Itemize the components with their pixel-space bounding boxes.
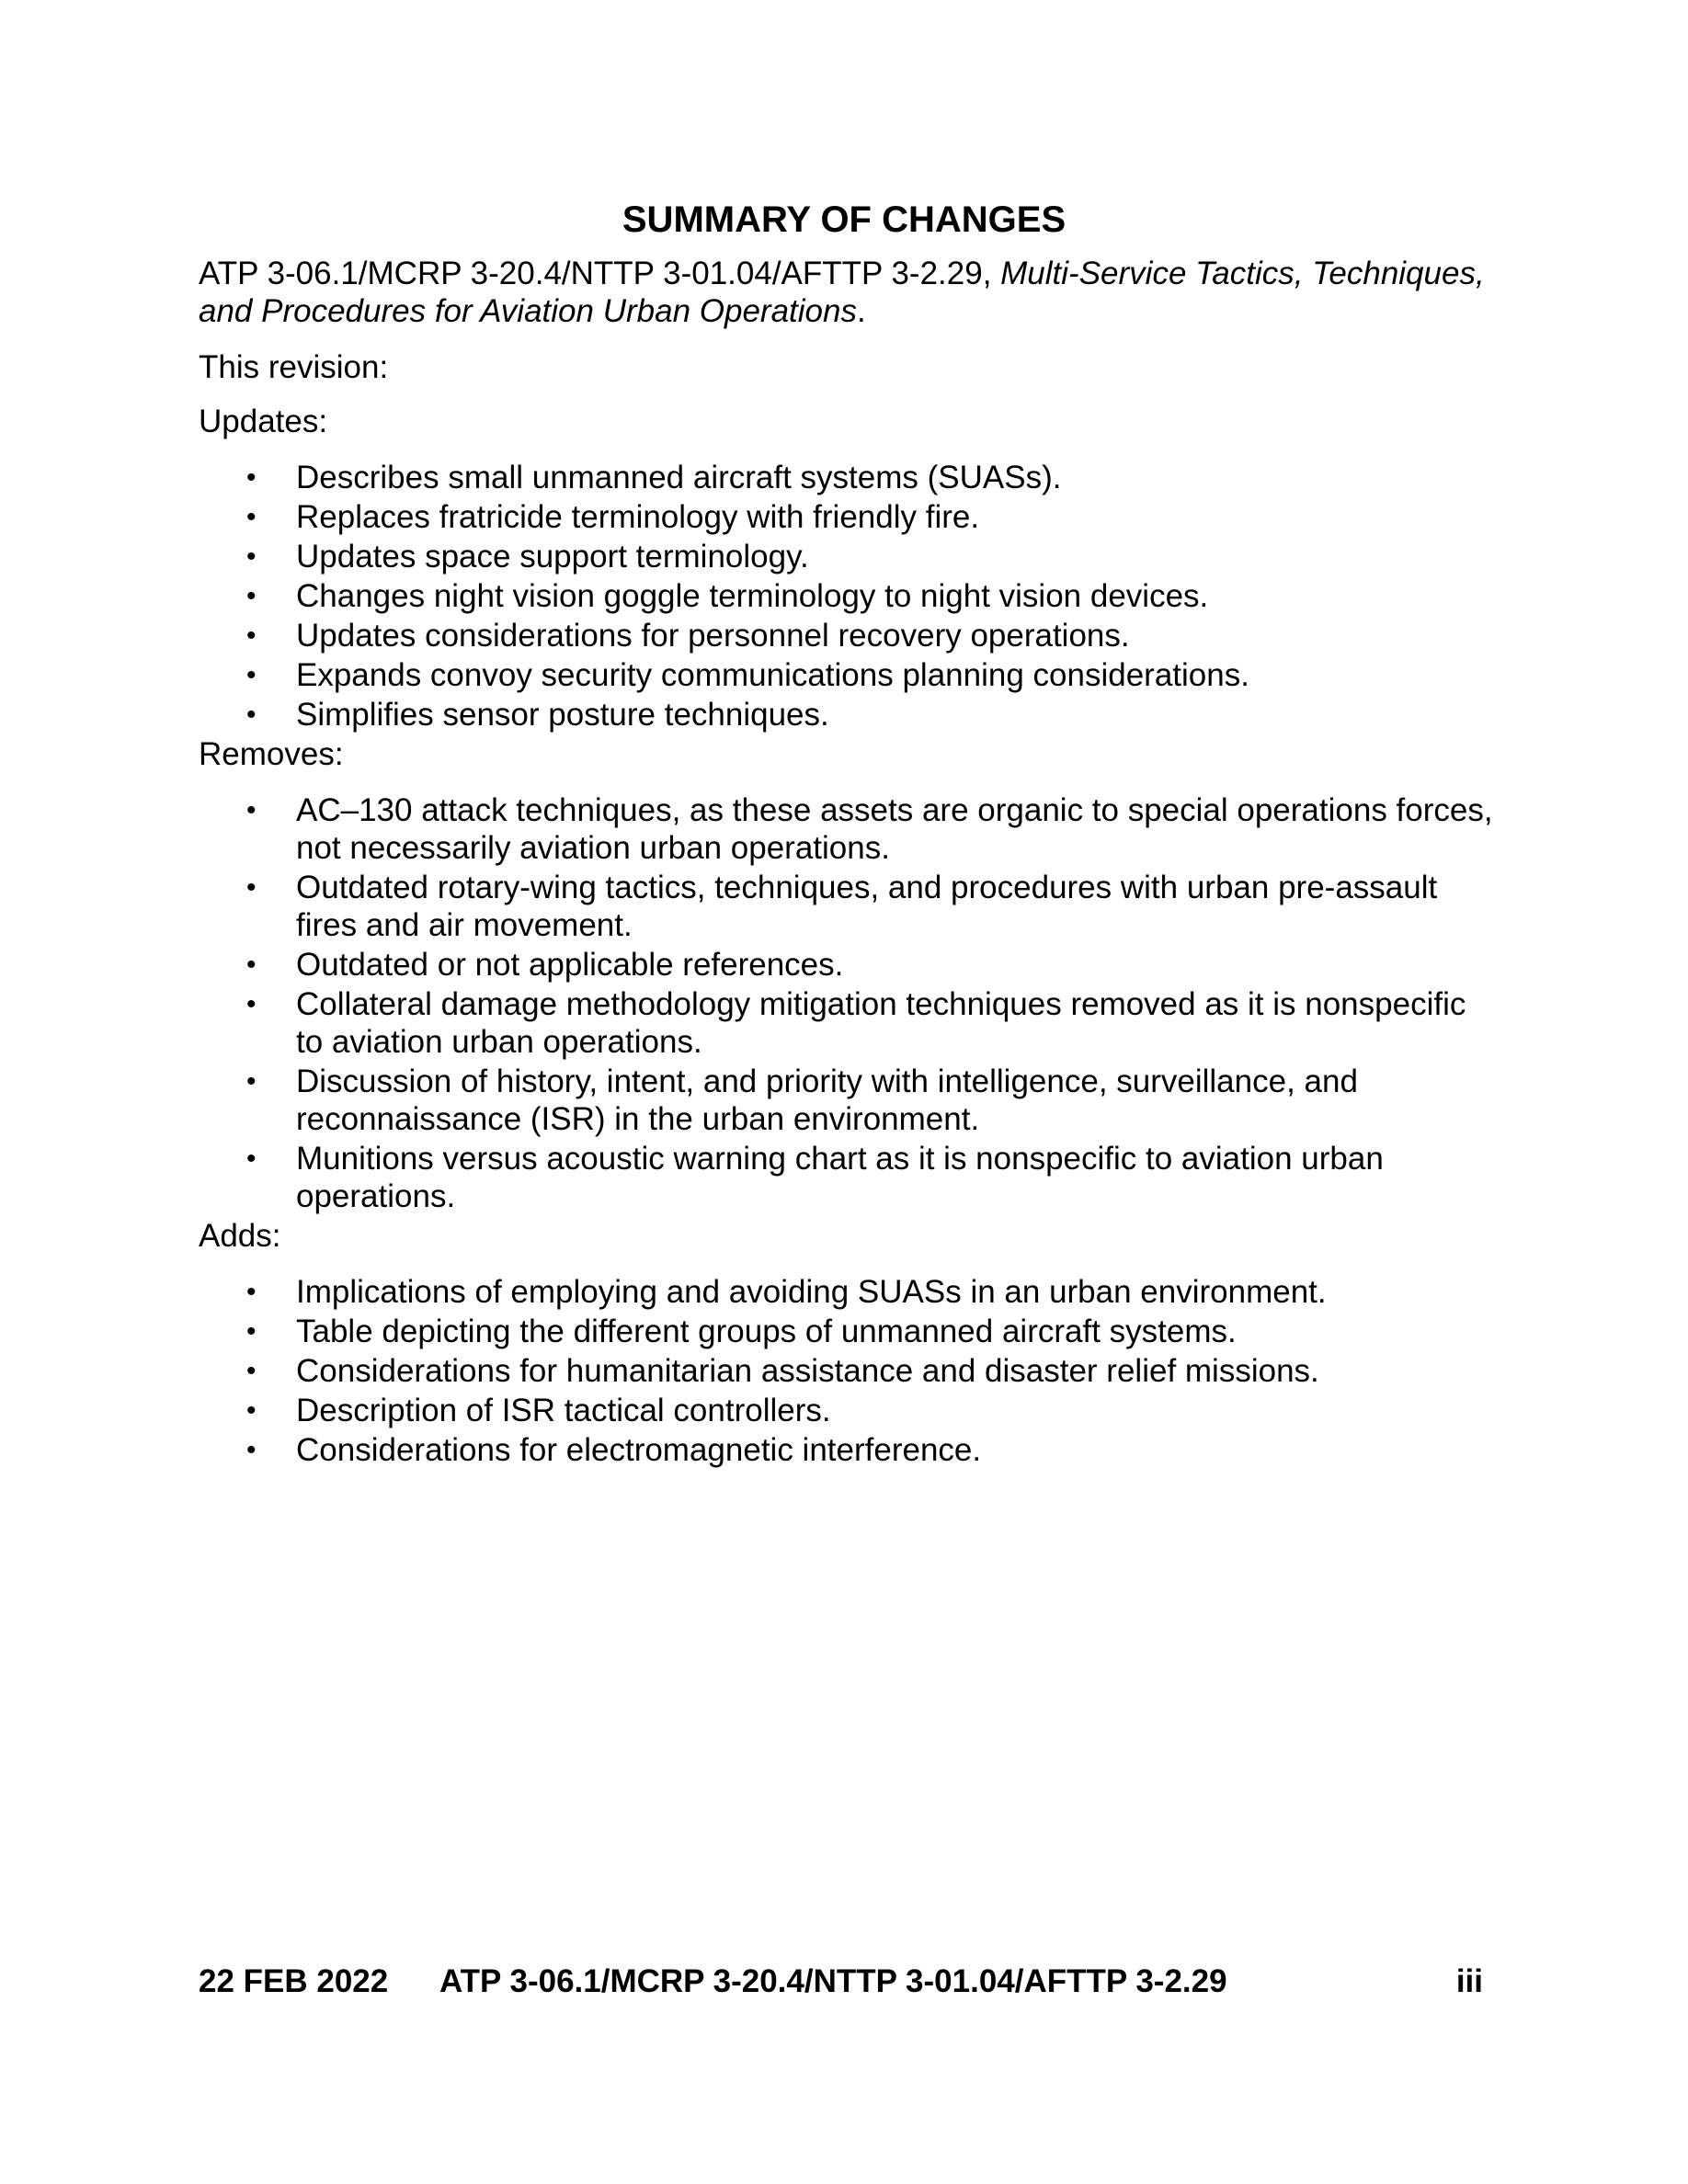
list-item bbox=[199, 1431, 1495, 1469]
list-item-text: Outdated or not applicable references. bbox=[296, 947, 844, 983]
bullet-icon: • bbox=[246, 541, 257, 572]
list-item-text: Table depicting the different groups of unmanned aircraft systems. bbox=[296, 1314, 1237, 1349]
list-item bbox=[199, 1140, 1495, 1215]
bullet-icon: • bbox=[246, 795, 257, 825]
list-item bbox=[199, 869, 1495, 944]
list-item-text: Considerations for electromagnetic interference. bbox=[296, 1432, 982, 1468]
list-item-text: AC–130 attack techniques, as these assets are organic to special operations forces, not necessarily aviation urban operations. bbox=[296, 792, 1493, 866]
list-item bbox=[199, 1273, 1495, 1311]
page-title: SUMMARY OF CHANGES bbox=[622, 199, 1066, 240]
list-item bbox=[199, 1392, 1495, 1429]
list-item-text: Discussion of history, intent, and priority with intelligence, surveillance, and reconnaissance (ISR) in the urban environment. bbox=[296, 1064, 1358, 1137]
bullet-icon: • bbox=[246, 502, 257, 532]
list-item-text: Describes small unmanned aircraft systems (SUASs). bbox=[296, 460, 1062, 495]
section-label-adds: Adds: bbox=[199, 1218, 281, 1254]
list-item bbox=[199, 985, 1495, 1061]
list-item-text: Updates space support terminology. bbox=[296, 539, 809, 574]
list-item-text: Considerations for humanitarian assistance and disaster relief missions. bbox=[296, 1353, 1319, 1389]
list-item-text: Expands convoy security communications planning considerations. bbox=[296, 657, 1249, 693]
publication-title: Multi-Service Tactics, Techniques, and Procedures for Aviation Urban Operations bbox=[199, 256, 1485, 329]
list-item bbox=[199, 791, 1495, 867]
list-item bbox=[199, 696, 1495, 734]
list-item bbox=[199, 498, 1495, 536]
list-item-text: Changes night vision goggle terminology to night vision devices. bbox=[296, 578, 1209, 614]
document-reference bbox=[199, 255, 1495, 330]
list-item-text: Replaces fratricide terminology with friendly fire. bbox=[296, 499, 980, 535]
bullet-icon: • bbox=[246, 872, 257, 903]
list-item bbox=[199, 459, 1495, 496]
bullet-icon: • bbox=[246, 462, 257, 493]
removes-list bbox=[199, 791, 1495, 1215]
list-item-text: Collateral damage methodology mitigation techniques removed as it is nonspecific to aviation urban operations. bbox=[296, 986, 1466, 1060]
revision-intro: This revision: bbox=[199, 349, 389, 385]
bullet-icon: • bbox=[246, 700, 257, 730]
list-item-text: Updates considerations for personnel recovery operations. bbox=[296, 618, 1130, 654]
bullet-icon: • bbox=[246, 989, 257, 1019]
bullet-icon: • bbox=[246, 1356, 257, 1386]
list-item bbox=[199, 538, 1495, 575]
list-item bbox=[199, 656, 1495, 694]
list-item bbox=[199, 577, 1495, 615]
section-label-removes: Removes: bbox=[199, 736, 344, 772]
page-content bbox=[199, 255, 1495, 1471]
section-label-updates: Updates: bbox=[199, 404, 328, 439]
list-item-text: Simplifies sensor posture techniques. bbox=[296, 697, 829, 733]
bullet-icon: • bbox=[246, 1277, 257, 1307]
footer-date: 22 FEB 2022 bbox=[199, 1963, 389, 1999]
list-item bbox=[199, 617, 1495, 654]
bullet-icon: • bbox=[246, 1435, 257, 1465]
bullet-icon: • bbox=[246, 581, 257, 611]
bullet-icon: • bbox=[246, 1143, 257, 1174]
list-item-text: Outdated rotary-wing tactics, techniques, and procedures with urban pre-assault fires and air movement. bbox=[296, 870, 1438, 943]
list-item-text: Implications of employing and avoiding SUASs in an urban environment. bbox=[296, 1274, 1327, 1310]
bullet-icon: • bbox=[246, 660, 257, 690]
bullet-icon: • bbox=[246, 1316, 257, 1347]
list-item bbox=[199, 946, 1495, 984]
publication-designation: ATP 3-06.1/MCRP 3-20.4/NTTP 3-01.04/AFTTP 3-2.29, bbox=[199, 256, 992, 291]
bullet-icon: • bbox=[246, 950, 257, 980]
reference-period: . bbox=[856, 293, 866, 329]
list-item-text: Description of ISR tactical controllers. bbox=[296, 1393, 831, 1428]
list-item-text: Munitions versus acoustic warning chart as it is nonspecific to aviation urban operations. bbox=[296, 1141, 1384, 1214]
updates-list bbox=[199, 459, 1495, 734]
list-item bbox=[199, 1313, 1495, 1350]
bullet-icon: • bbox=[246, 1066, 257, 1097]
adds-list bbox=[199, 1273, 1495, 1469]
footer-publication: ATP 3-06.1/MCRP 3-20.4/NTTP 3-01.04/AFTTP 3-2.29 bbox=[439, 1963, 1227, 1999]
list-item bbox=[199, 1352, 1495, 1390]
bullet-icon: • bbox=[246, 620, 257, 651]
list-item bbox=[199, 1063, 1495, 1138]
page-number: iii bbox=[1455, 1963, 1483, 1999]
bullet-icon: • bbox=[246, 1395, 257, 1426]
